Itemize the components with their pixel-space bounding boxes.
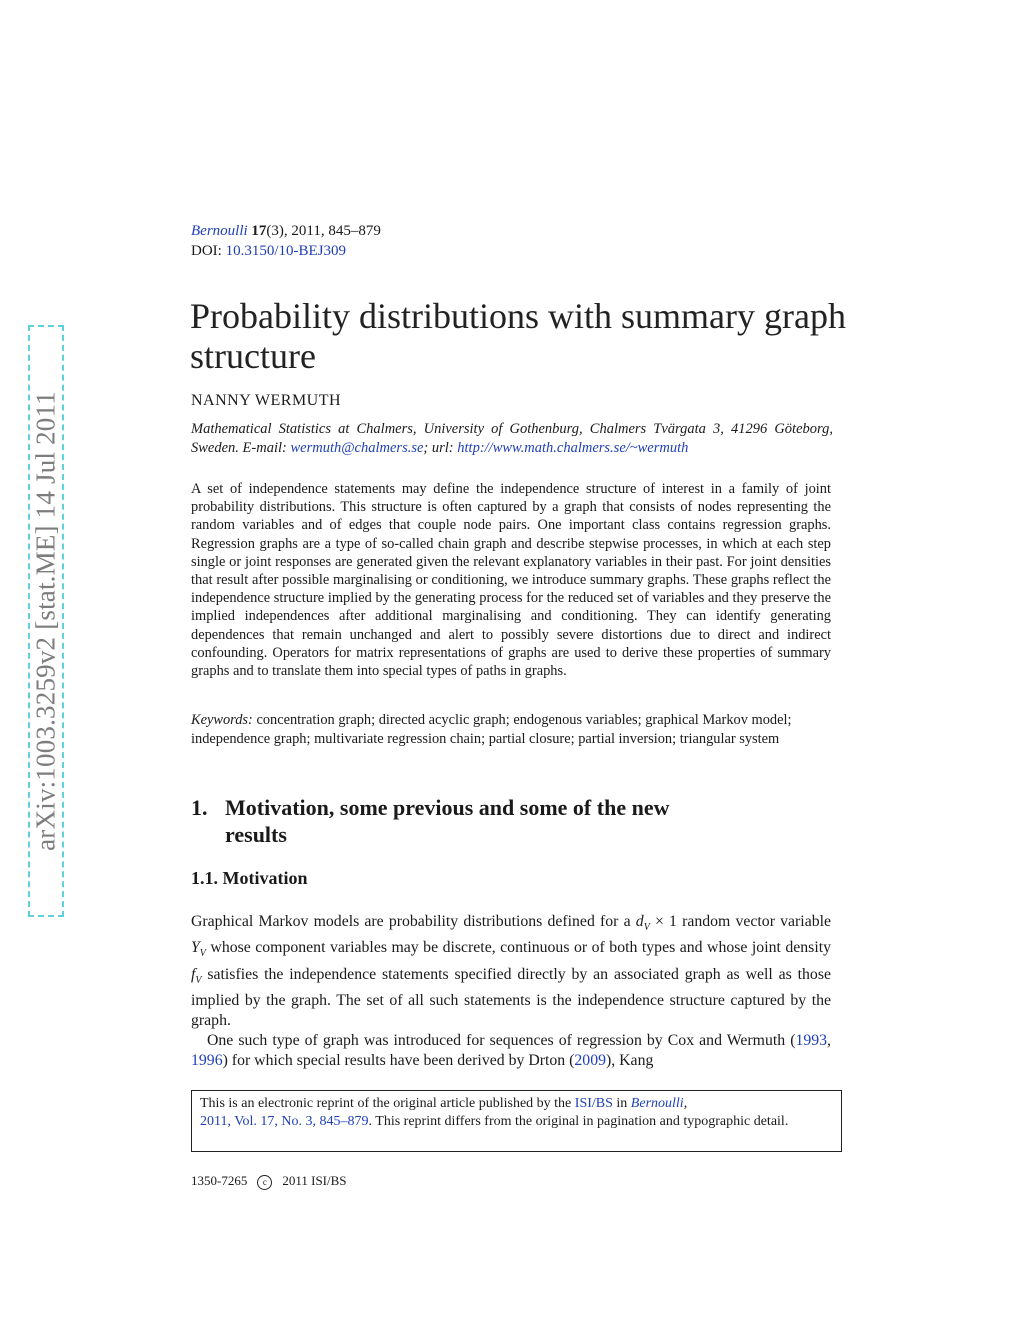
para2-text-3: ) for which special results have been derived by Drton ( (222, 1052, 575, 1070)
url-label: ; url: (423, 440, 454, 456)
keywords (191, 711, 831, 748)
section-title-line2: results (225, 822, 287, 847)
email-link[interactable]: wermuth@chalmers.se (290, 440, 424, 456)
keywords-label: Keywords: (191, 712, 253, 728)
subsection-number: 1.1. (191, 868, 218, 888)
section-heading (191, 794, 831, 848)
para2-text-2: , (827, 1031, 831, 1049)
issue-link[interactable]: 2011, Vol. 17, No. 3, 845–879 (200, 1114, 369, 1129)
journal-name-link[interactable]: Bernoulli (191, 223, 248, 239)
copyright-icon: c (257, 1175, 272, 1190)
doi-label: DOI: (191, 243, 222, 259)
reprint-text-3: , (683, 1096, 688, 1111)
reprint-journal-link[interactable]: Bernoulli (630, 1096, 684, 1111)
journal-issue-pages: (3), 2011, 845–879 (266, 223, 381, 239)
para1-text-4: satisfies the independence statements specified directly by an associated graph as well as those implied by the graph. The set of all such statements is the independence structure captured by the graph. (191, 965, 831, 1029)
arxiv-stamp-text: arXiv:1003.3259v2 [stat.ME] 14 Jul 2011 (30, 391, 61, 851)
para2-text-4: ), Kang (605, 1052, 654, 1070)
para1-text-2: × 1 random vector variable (649, 913, 831, 930)
body-text (191, 912, 831, 1071)
journal-citation (191, 223, 381, 240)
reprint-text-1: This is an electronic reprint of the original article published by the (200, 1096, 575, 1111)
homepage-link[interactable]: http://www.math.chalmers.se/~wermuth (457, 440, 689, 456)
citation-1996-link[interactable]: 1996 (191, 1052, 223, 1070)
paragraph-1 (191, 912, 831, 1031)
citation-1993-link[interactable]: 1993 (795, 1031, 828, 1049)
reprint-notice (191, 1090, 842, 1152)
math-f: f (191, 965, 196, 983)
section-number: 1. (191, 795, 208, 820)
affiliation-text: Mathematical Statistics at Chalmers, University of Gothenburg, Chalmers Tvärgata 3, 41296 Göteborg, Sweden. E-mail: (191, 421, 833, 456)
paragraph-2 (191, 1031, 831, 1071)
journal-volume: 17 (251, 223, 267, 239)
author-name: NANNY WERMUTH (191, 392, 342, 409)
paper-title: Probability distributions with summary graph structure (190, 296, 846, 376)
math-sub-v3: V (195, 974, 202, 986)
citation-2009-link[interactable]: 2009 (574, 1052, 606, 1070)
abstract: A set of independence statements may define the independence structure of interest in a family of joint probability distributions. This structure is often captured by a graph that consists of nodes representing the random variables and of edges that couple node pairs. One important class contains regression graphs. Regression graphs are a type of so-called chain graph and describe stepwise processes, in which at each step single or joint responses are generated given the relevant explanatory variables in their past. For joint densities that result after possible marginalising or conditioning, we introduce summary graphs. These graphs reflect the independence structure implied by the generating process for the reduced set of variables and they preserve the implied independences after additional marginalising and conditioning. They can identify generating dependences that remain unchanged and alert to possibly severe distortions due to direct and indirect confounding. Operators for matrix representations of graphs are used to derive these properties of summary graphs and to translate them into special types of paths in graphs. (191, 481, 831, 680)
footer (191, 1173, 347, 1190)
math-sub-v1: V (643, 922, 650, 934)
reprint-text-4: . This reprint differs from the original in pagination and typographic detail. (368, 1114, 789, 1129)
reprint-text-2: in (612, 1096, 631, 1111)
doi-link[interactable]: 10.3150/10-BEJ309 (225, 243, 346, 259)
section-title-line1: Motivation, some previous and some of the new (225, 795, 670, 820)
issn: 1350-7265 (191, 1173, 248, 1188)
para1-text-3: whose component variables may be discrete, continuous or of both types and whose joint density (205, 939, 831, 957)
para2-text-1: One such type of graph was introduced for sequences of regression by Cox and Wermuth ( (207, 1031, 796, 1049)
subsection-title: Motivation (222, 868, 308, 888)
keywords-text: concentration graph; directed acyclic graph; endogenous variables; graphical Markov model; independence graph; multivariate regression chain; partial closure; partial inversion; triangular system (191, 712, 792, 747)
para1-text-1: Graphical Markov models are probability distributions defined for a (191, 913, 631, 930)
publisher-link[interactable]: ISI/BS (574, 1096, 613, 1111)
subsection-heading (191, 868, 308, 889)
math-y: Y (191, 939, 200, 957)
copyright-holder: 2011 ISI/BS (282, 1173, 347, 1188)
doi-line (191, 243, 346, 260)
math-d: d (635, 913, 644, 930)
math-sub-v2: V (199, 948, 206, 960)
author-affiliation (191, 420, 833, 458)
arxiv-stamp (28, 325, 64, 917)
